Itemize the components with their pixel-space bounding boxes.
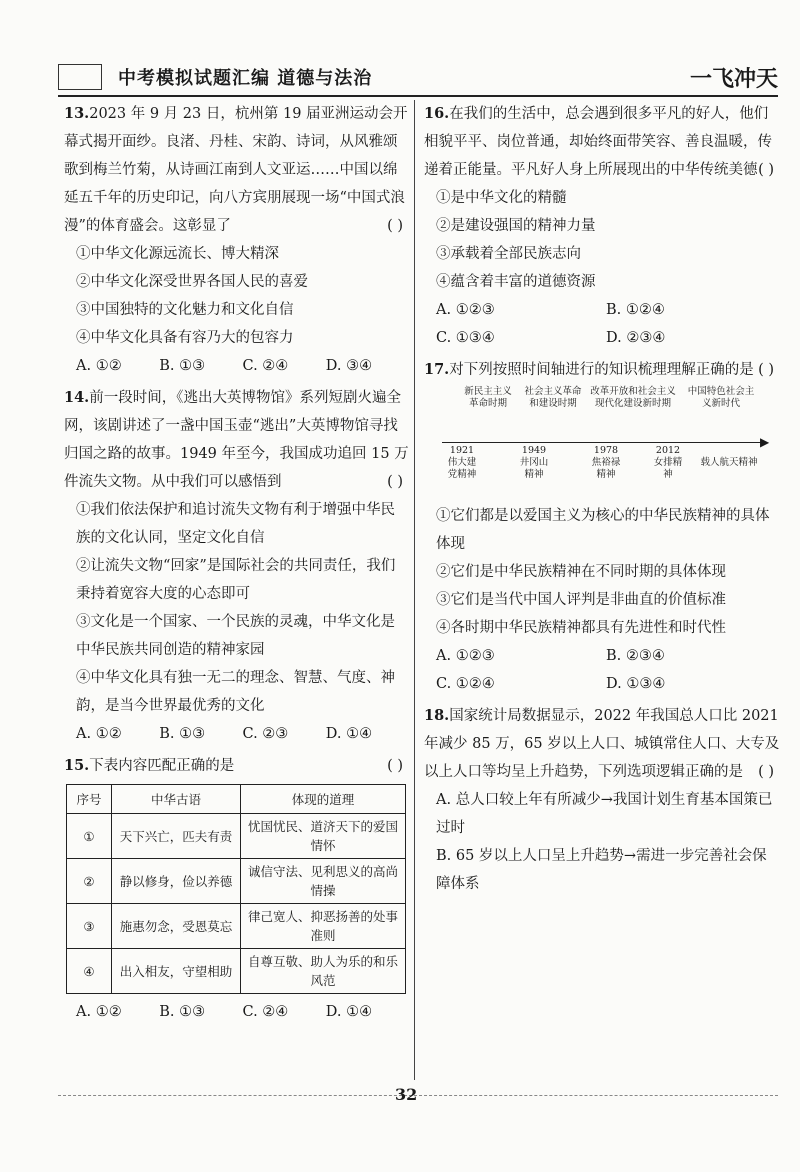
- table-row: [67, 814, 406, 859]
- timeline-year: 2012: [655, 445, 681, 456]
- option-a: A. 总人口较上年有所减少→我国计划生育基本国策已过时: [436, 792, 773, 836]
- answer-choices: [424, 642, 780, 698]
- footer-rule: [58, 1095, 778, 1096]
- choice-c[interactable]: C. ②④: [242, 358, 289, 374]
- right-column: [424, 100, 780, 898]
- timeline-period: 改革开放和社会主义现代化建设新时期: [590, 386, 676, 409]
- question-number: 17.: [424, 361, 450, 378]
- choice-c[interactable]: C. ②③: [242, 726, 289, 742]
- timeline-axis: [442, 442, 764, 443]
- choice-d[interactable]: D. ②③④: [606, 330, 666, 346]
- choice-d[interactable]: D. ③④: [325, 358, 373, 374]
- table-header-cell: 序号: [67, 785, 112, 814]
- choice-a[interactable]: A. ①②: [76, 1004, 122, 1020]
- column-divider: [414, 100, 415, 1080]
- choice-a[interactable]: A. ①②: [76, 358, 122, 374]
- timeline-spirit: 伟大建党精神: [447, 457, 477, 480]
- option-2: ②让流失文物“回家”是国际社会的共同责任，我们秉持着宽容大度的心态即可: [76, 558, 396, 602]
- option-3: ③承载着全部民族志向: [436, 246, 581, 262]
- timeline-period: 中国特色社会主义新时代: [687, 386, 755, 409]
- timeline-spirit: 井冈山精神: [519, 457, 549, 480]
- choice-a[interactable]: A. ①②: [76, 726, 122, 742]
- question-stem: 2023 年 9 月 23 日，杭州第 19 届亚洲运动会开幕式揭开面纱。良渚、丹桂、宋韵、诗词，从风雅颂歌到梅兰竹菊，从诗画江南到人文亚运……中国以绵延五千年的历史印记，向八方宾朋展现一场“中国式浪漫”的体育盛会。这彰显了: [64, 106, 408, 234]
- timeline-year: 1921: [449, 445, 475, 456]
- question-stem: 对下列按照时间轴进行的知识梳理理解正确的是: [449, 362, 754, 378]
- choice-b[interactable]: B. ②③④: [606, 648, 665, 664]
- table-row: [67, 949, 406, 994]
- timeline-period: 新民主主义革命时期: [464, 386, 512, 409]
- answer-choices: [64, 998, 409, 1026]
- question-15: [64, 752, 409, 1026]
- answer-bracket: ( ): [387, 218, 403, 234]
- choice-b[interactable]: B. ①③: [159, 1004, 206, 1020]
- history-timeline: [442, 386, 772, 496]
- question-number: 15.: [64, 757, 90, 774]
- table-header-cell: 中华古语: [112, 785, 241, 814]
- option-3: ③它们是当代中国人评判是非曲直的价值标准: [436, 592, 726, 608]
- header-title: 中考模拟试题汇编 道德与法治: [118, 68, 373, 89]
- timeline-spirit: 载人航天精神: [700, 457, 758, 468]
- timeline-period: 社会主义革命和建设时期: [524, 386, 582, 409]
- question-number: 13.: [64, 105, 90, 122]
- left-column: [64, 100, 409, 1026]
- table-cell: ③: [67, 904, 112, 949]
- table-row: [67, 859, 406, 904]
- option-1: ①我们依法保护和追讨流失文物有利于增强中华民族的文化认同，坚定文化自信: [76, 502, 395, 546]
- table-cell: ④: [67, 949, 112, 994]
- choice-d[interactable]: D. ①④: [325, 726, 373, 742]
- table-header-cell: 体现的道理: [241, 785, 406, 814]
- page-header: [58, 60, 778, 94]
- table-row: [67, 904, 406, 949]
- question-number: 18.: [424, 707, 450, 724]
- choice-c[interactable]: C. ①③④: [436, 330, 495, 346]
- question-13: [64, 100, 409, 380]
- question-stem: 在我们的生活中，总会遇到很多平凡的好人，他们相貌平平、岗位普通，却始终面带笑容、善良温暖，传递着正能量。平凡好人身上所展现出的中华传统美德: [424, 106, 772, 178]
- timeline-spirit: 焦裕禄精神: [591, 457, 621, 480]
- choice-b[interactable]: B. ①③: [159, 358, 206, 374]
- option-b: B. 65 岁以上人口呈上升趋势→需进一步完善社会保障体系: [436, 848, 767, 892]
- table-cell: ①: [67, 814, 112, 859]
- timeline-arrow-icon: ▶: [760, 435, 770, 449]
- option-2: ②是建设强国的精神力量: [436, 218, 596, 234]
- choice-c[interactable]: C. ②④: [242, 1004, 289, 1020]
- question-17: [424, 356, 780, 698]
- choice-c[interactable]: C. ①②④: [436, 676, 495, 692]
- header-rule: [58, 95, 778, 97]
- question-number: 16.: [424, 105, 450, 122]
- option-1: ①是中华文化的精髓: [436, 190, 567, 206]
- choice-a[interactable]: A. ①②③: [436, 648, 495, 664]
- answer-choices: [424, 296, 780, 352]
- option-2: ②中华文化深受世界各国人民的喜爱: [76, 274, 308, 290]
- choice-b[interactable]: B. ①③: [159, 726, 206, 742]
- answer-choices: [64, 352, 409, 380]
- answer-bracket: ( ): [758, 162, 774, 178]
- question-16: [424, 100, 780, 352]
- answer-bracket: ( ): [758, 764, 774, 780]
- option-2: ②它们是中华民族精神在不同时期的具体体现: [436, 564, 726, 580]
- table-cell: 自尊互敬、助人为乐的和乐风范: [241, 949, 406, 994]
- option-3: ③中国独特的文化魅力和文化自信: [76, 302, 294, 318]
- table-cell: 出入相友，守望相助: [112, 949, 241, 994]
- question-18: [424, 702, 780, 898]
- page-number: 32: [395, 1085, 418, 1104]
- choice-d[interactable]: D. ①③④: [606, 676, 666, 692]
- table-cell: 静以修身，俭以养德: [112, 859, 241, 904]
- question-stem: 前一段时间，《逃出大英博物馆》系列短剧火遍全网，该剧讲述了一盏中国玉壶“逃出”大英博物馆寻找归国之路的故事。1949 年至今，我国成功追回 15 万件流失文物。从中我们可以感悟到: [64, 390, 409, 490]
- table-cell: ②: [67, 859, 112, 904]
- table-cell: 诚信守法、见利思义的高尚情操: [241, 859, 406, 904]
- answer-bracket: ( ): [387, 758, 403, 774]
- table-header-row: [67, 785, 406, 814]
- table-cell: 忧国忧民、道济天下的爱国情怀: [241, 814, 406, 859]
- choice-a[interactable]: A. ①②③: [436, 302, 495, 318]
- option-1: ①中华文化源远流长、博大精深: [76, 246, 279, 262]
- header-logo-box: [58, 64, 102, 90]
- question-number: 14.: [64, 389, 90, 406]
- timeline-year: 1949: [521, 445, 547, 456]
- option-4: ④蕴含着丰富的道德资源: [436, 274, 596, 290]
- answer-choices: [64, 720, 409, 748]
- header-brand: 一飞冲天: [689, 67, 778, 92]
- choice-b[interactable]: B. ①②④: [606, 302, 665, 318]
- answer-bracket: ( ): [758, 362, 774, 378]
- question-14: [64, 384, 409, 748]
- option-4: ④中华文化具备有容乃大的包容力: [76, 330, 294, 346]
- option-4: ④各时期中华民族精神都具有先进性和时代性: [436, 620, 726, 636]
- choice-d[interactable]: D. ①④: [325, 1004, 373, 1020]
- table-cell: 律己宽人、抑恶扬善的处事准则: [241, 904, 406, 949]
- table-cell: 天下兴亡，匹夫有责: [112, 814, 241, 859]
- question-stem: 下表内容匹配正确的是: [89, 758, 235, 774]
- matching-table: [66, 784, 406, 994]
- question-stem: 国家统计局数据显示，2022 年我国总人口比 2021 年减少 85 万，65 岁以上人口、城镇常住人口、大专及以上人口等均呈上升趋势，下列选项逻辑正确的是: [424, 708, 780, 780]
- answer-bracket: ( ): [387, 474, 403, 490]
- timeline-spirit: 女排精神: [653, 457, 683, 480]
- option-4: ④中华文化具有独一无二的理念、智慧、气度、神韵，是当今世界最优秀的文化: [76, 670, 395, 714]
- option-1: ①它们都是以爱国主义为核心的中华民族精神的具体体现: [436, 508, 770, 552]
- table-cell: 施惠勿念，受恩莫忘: [112, 904, 241, 949]
- timeline-year: 1978: [593, 445, 619, 456]
- option-3: ③文化是一个国家、一个民族的灵魂，中华文化是中华民族共同创造的精神家园: [76, 614, 395, 658]
